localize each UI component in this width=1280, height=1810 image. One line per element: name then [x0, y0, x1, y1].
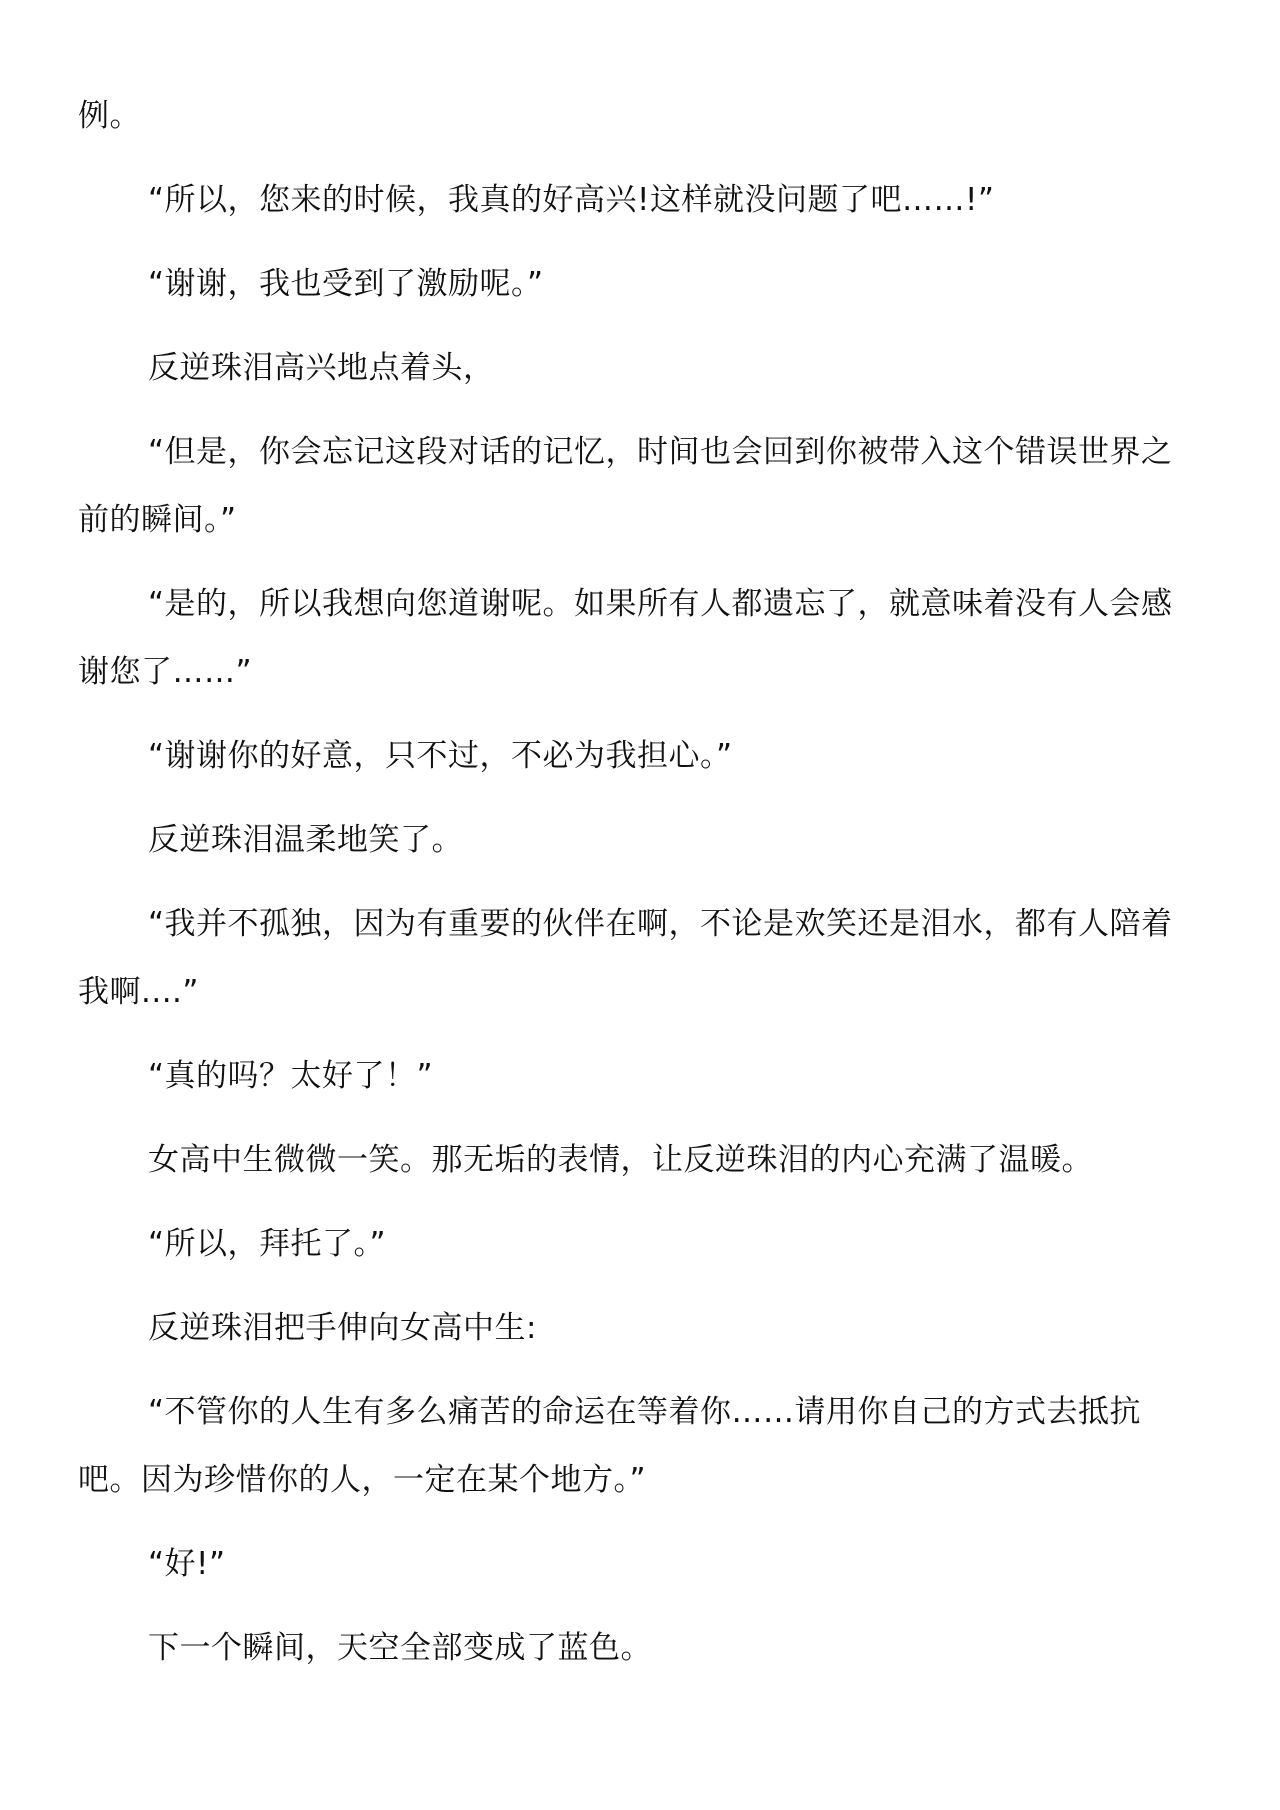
paragraph-continuation: 例。: [78, 98, 141, 134]
paragraph: 下一个瞬间，天空全部变成了蓝色。: [148, 1630, 652, 1666]
paragraph: “真的吗？太好了！”: [148, 1058, 434, 1094]
paragraph: “好!”: [148, 1546, 226, 1582]
paragraph: “我并不孤独，因为有重要的伙伴在啊，不论是欢笑还是泪水，都有人陪着我啊....”: [78, 906, 1173, 1010]
paragraph: “谢谢你的好意，只不过，不必为我担心。”: [148, 738, 733, 774]
paragraph: 反逆珠泪温柔地笑了。: [148, 822, 463, 858]
paragraph: “所以，拜托了。”: [148, 1226, 387, 1262]
paragraph: “是的，所以我想向您道谢呢。如果所有人都遗忘了，就意味着没有人会感谢您了……”: [78, 586, 1173, 690]
paragraph: 女高中生微微一笑。那无垢的表情，让反逆珠泪的内心充满了温暖。: [148, 1142, 1093, 1178]
paragraph: 反逆珠泪高兴地点着头，: [148, 350, 495, 386]
paragraph: 反逆珠泪把手伸向女高中生:: [148, 1310, 537, 1346]
paragraph: “不管你的人生有多么痛苦的命运在等着你……请用你自己的方式去抵抗吧。因为珍惜你的人，一定在某个地方。”: [78, 1394, 1142, 1498]
paragraph: “谢谢，我也受到了激励呢。”: [148, 266, 544, 302]
paragraph: “所以，您来的时候，我真的好高兴!这样就没问题了吧……!”: [148, 182, 995, 218]
paragraph: “但是，你会忘记这段对话的记忆，时间也会回到你被带入这个错误世界之前的瞬间。”: [78, 434, 1173, 538]
